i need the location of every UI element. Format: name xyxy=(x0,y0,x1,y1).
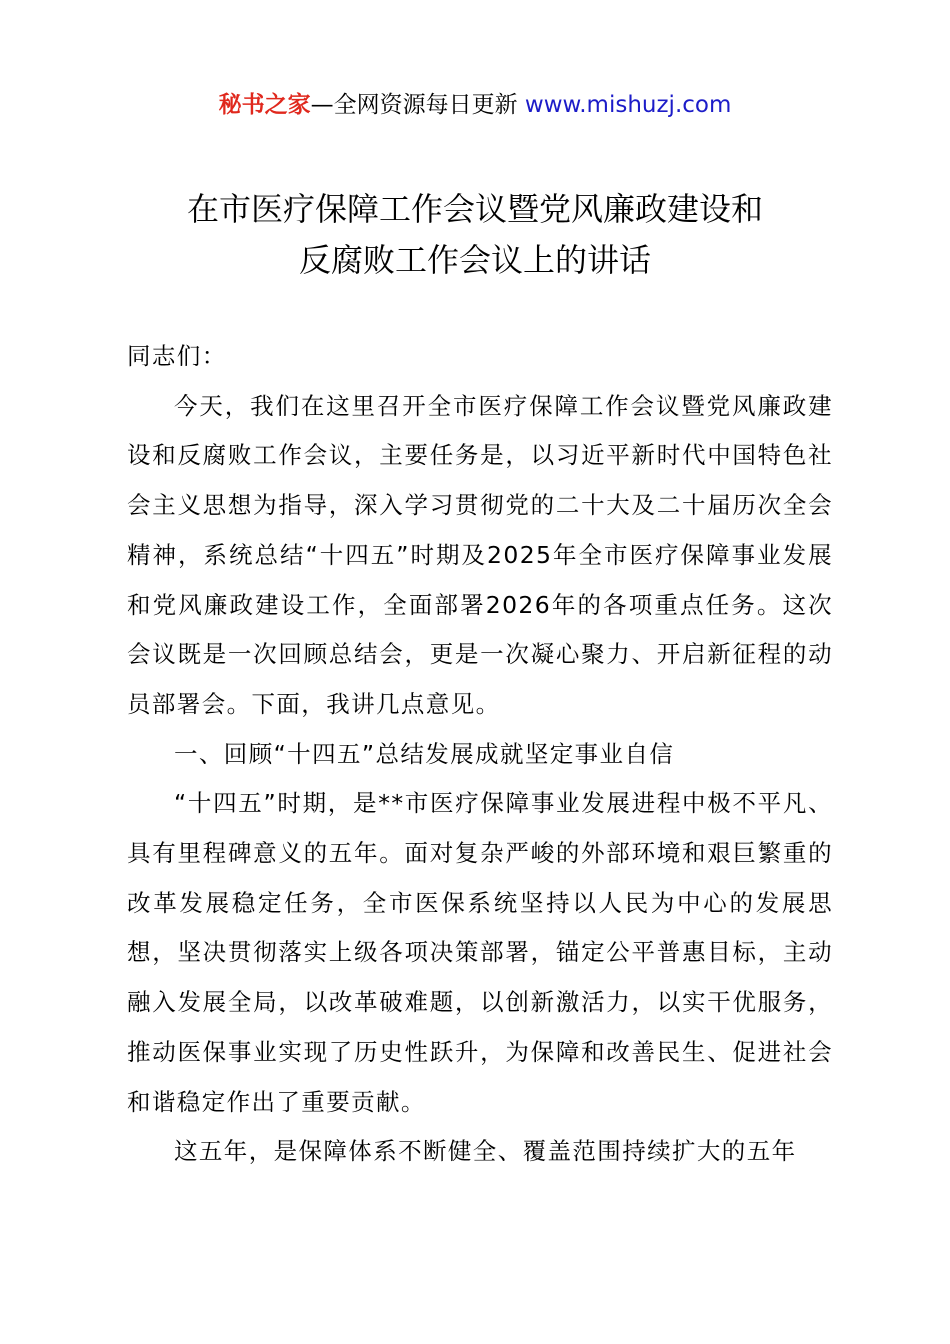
site-header xyxy=(0,88,950,122)
document-body xyxy=(127,332,833,1177)
brand-name: 秘书之家 xyxy=(218,92,311,118)
document-title xyxy=(0,184,950,286)
title-line-1: 在市医疗保障工作会议暨党风廉政建设和 xyxy=(186,190,763,228)
paragraph-five-years: 这五年，是保障体系不断健全、覆盖范围持续扩大的五年 xyxy=(174,1137,797,1166)
paragraph-intro: 今天，我们在这里召开全市医疗保障工作会议暨党风廉政建设和反腐败工作会议，主要任务是，以习近平新时代中国特色社会主义思想为指导，深入学习贯彻党的二十大及二十届历次全会精神，系统总结“十四五”时期及2025年全市医疗保障事业发展和党风廉政建设工作，全面部署2026年的各项重点任务。这次会议既是一次回顾总结会，更是一次凝心聚力、开启新征程的动员部署会。下面，我讲几点意见。 xyxy=(127,391,833,718)
header-tagline: —全网资源每日更新 xyxy=(310,92,525,118)
title-line-2: 反腐败工作会议上的讲话 xyxy=(298,241,651,279)
salutation: 同志们： xyxy=(127,342,227,370)
paragraph-review: “十四五”时期，是**市医疗保障事业发展进程中极不平凡、具有里程碑意义的五年。面对复杂严峻的外部环境和艰巨繁重的改革发展稳定任务，全市医保系统坚持以人民为中心的发展思想，坚决贯彻落实上级各项决策部署，锚定公平普惠目标，主动融入发展全局，以改革破难题，以创新激活力，以实干优服务，推动医保事业实现了历史性跃升，为保障和改善民生、促进社会和谐稳定作出了重要贡献。 xyxy=(127,789,833,1116)
site-url-link[interactable]: www.mishuzj.com xyxy=(524,92,732,118)
section-heading-1: 一、回顾“十四五”总结发展成就坚定事业自信 xyxy=(174,739,675,768)
